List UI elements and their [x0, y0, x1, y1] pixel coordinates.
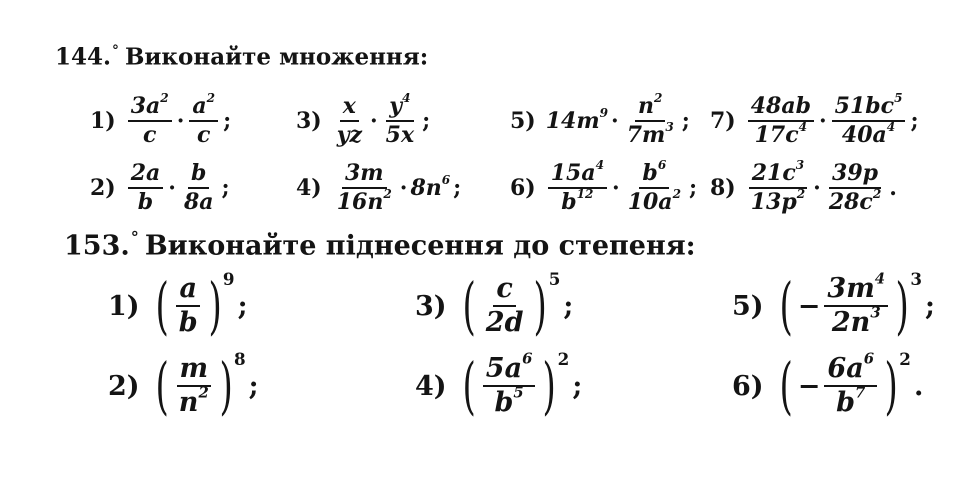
fraction: $\frac{b^6}{10a^2}$ [627, 158, 681, 216]
task-153-header [64, 228, 696, 261]
item-label: 7) [710, 108, 736, 135]
item-label: 5) [510, 108, 536, 135]
item-label: 2) [108, 370, 140, 402]
task-144-header [55, 43, 428, 71]
task-144-item-7: 7) $\frac{48ab}{17c^4}$ · $\frac{51bc^5}{40a^4}$ ; [710, 91, 919, 149]
fraction: $\frac{3m}{16n^2}$ [336, 160, 392, 216]
item-label: 5) [732, 290, 764, 322]
task-144-item-1: 1) $\frac{3a^2}{c}$ · $\frac{a^2}{c}$ ; [90, 91, 232, 149]
fraction: $\frac{51bc^5}{40a^4}$ [832, 95, 906, 147]
task-153-item-6: 6) ( − $\frac{6a^6}{b^7}$ ) 2 . [732, 349, 924, 423]
fraction: $\frac{39p}{28c^2}$ [828, 160, 882, 216]
fraction: $\frac{a^2}{c}$ [189, 95, 218, 147]
task-153-item-3: 3) ( $\frac{c}{2d}$ ) 5 ; [415, 269, 574, 343]
task-153-degree: ° [130, 228, 139, 247]
fraction: $\frac{48ab}{17c^4}$ [748, 95, 814, 147]
power-expression: ( $\frac{c}{2d}$ ) 5 [462, 269, 561, 343]
task-144-title: Виконайте множення: [124, 43, 429, 71]
fraction: $\frac{21c^3}{13p^2}$ [748, 162, 808, 214]
task-153-number: 153. [64, 230, 130, 262]
power-expression: ( $\frac{a}{b}$ ) 9 [155, 269, 235, 343]
item-label: 2) [90, 175, 116, 202]
task-144-number: 144. [55, 43, 112, 71]
item-label: 4) [296, 175, 322, 202]
task-144-item-5: 5) $14m^9$ · $\frac{n^2}{7m^3}$ ; [510, 91, 690, 149]
item-label: 6) [732, 370, 764, 402]
item-label: 4) [415, 370, 447, 402]
power-expression: ( − $\frac{3m^4}{2n^3}$ ) 3 [779, 269, 923, 343]
item-label: 3) [415, 290, 447, 322]
fraction: $\frac{3a^2}{c}$ [128, 95, 172, 147]
fraction: $\frac{2a}{b}$ [128, 162, 164, 214]
fraction: $\frac{b}{8a}$ [183, 160, 214, 216]
task-153-item-1: 1) ( $\frac{a}{b}$ ) 9 ; [108, 269, 248, 343]
task-144-item-6: 6) $\frac{15a^4}{b^{12}}$ · $\frac{b^6}{10a^2}$ ; [510, 158, 698, 216]
item-label: 8) [710, 175, 736, 202]
fraction: $\frac{x}{yz}$ [336, 93, 362, 149]
power-expression: ( $\frac{5a^6}{b^5}$ ) 2 [462, 349, 570, 423]
task-153-item-2: 2) ( $\frac{m}{n^2}$ ) 8 ; [108, 349, 259, 423]
power-expression: ( $\frac{m}{n^2}$ ) 8 [155, 349, 246, 423]
task-153-item-5: 5) ( − $\frac{3m^4}{2n^3}$ ) 3 ; [732, 269, 935, 343]
task-144-item-4: 4) $\frac{3m}{16n^2}$ · $8n^6$ ; [296, 160, 462, 216]
item-label: 1) [108, 290, 140, 322]
task-144-item-3: 3) $\frac{x}{yz}$ · $\frac{y^4}{5x}$ ; [296, 91, 431, 149]
task-153-item-4: 4) ( $\frac{5a^6}{b^5}$ ) 2 ; [415, 349, 583, 423]
item-label: 6) [510, 175, 536, 202]
task-144-degree: ° [112, 43, 119, 59]
fraction: $\frac{15a^4}{b^{12}}$ [548, 162, 607, 214]
fraction: $\frac{n^2}{7m^3}$ [626, 91, 674, 149]
task-153-title: Виконайте піднесення до степеня: [144, 230, 696, 262]
task-144-item-8: 8) $\frac{21c^3}{13p^2}$ · $\frac{39p}{28c^2}$ . [710, 158, 897, 216]
power-expression: ( − $\frac{6a^6}{b^7}$ ) 2 [779, 349, 911, 423]
item-label: 3) [296, 108, 322, 135]
fraction: $\frac{y^4}{5x}$ [385, 91, 415, 149]
item-label: 1) [90, 108, 116, 135]
task-144-item-2: 2) $\frac{2a}{b}$ · $\frac{b}{8a}$ ; [90, 160, 230, 216]
